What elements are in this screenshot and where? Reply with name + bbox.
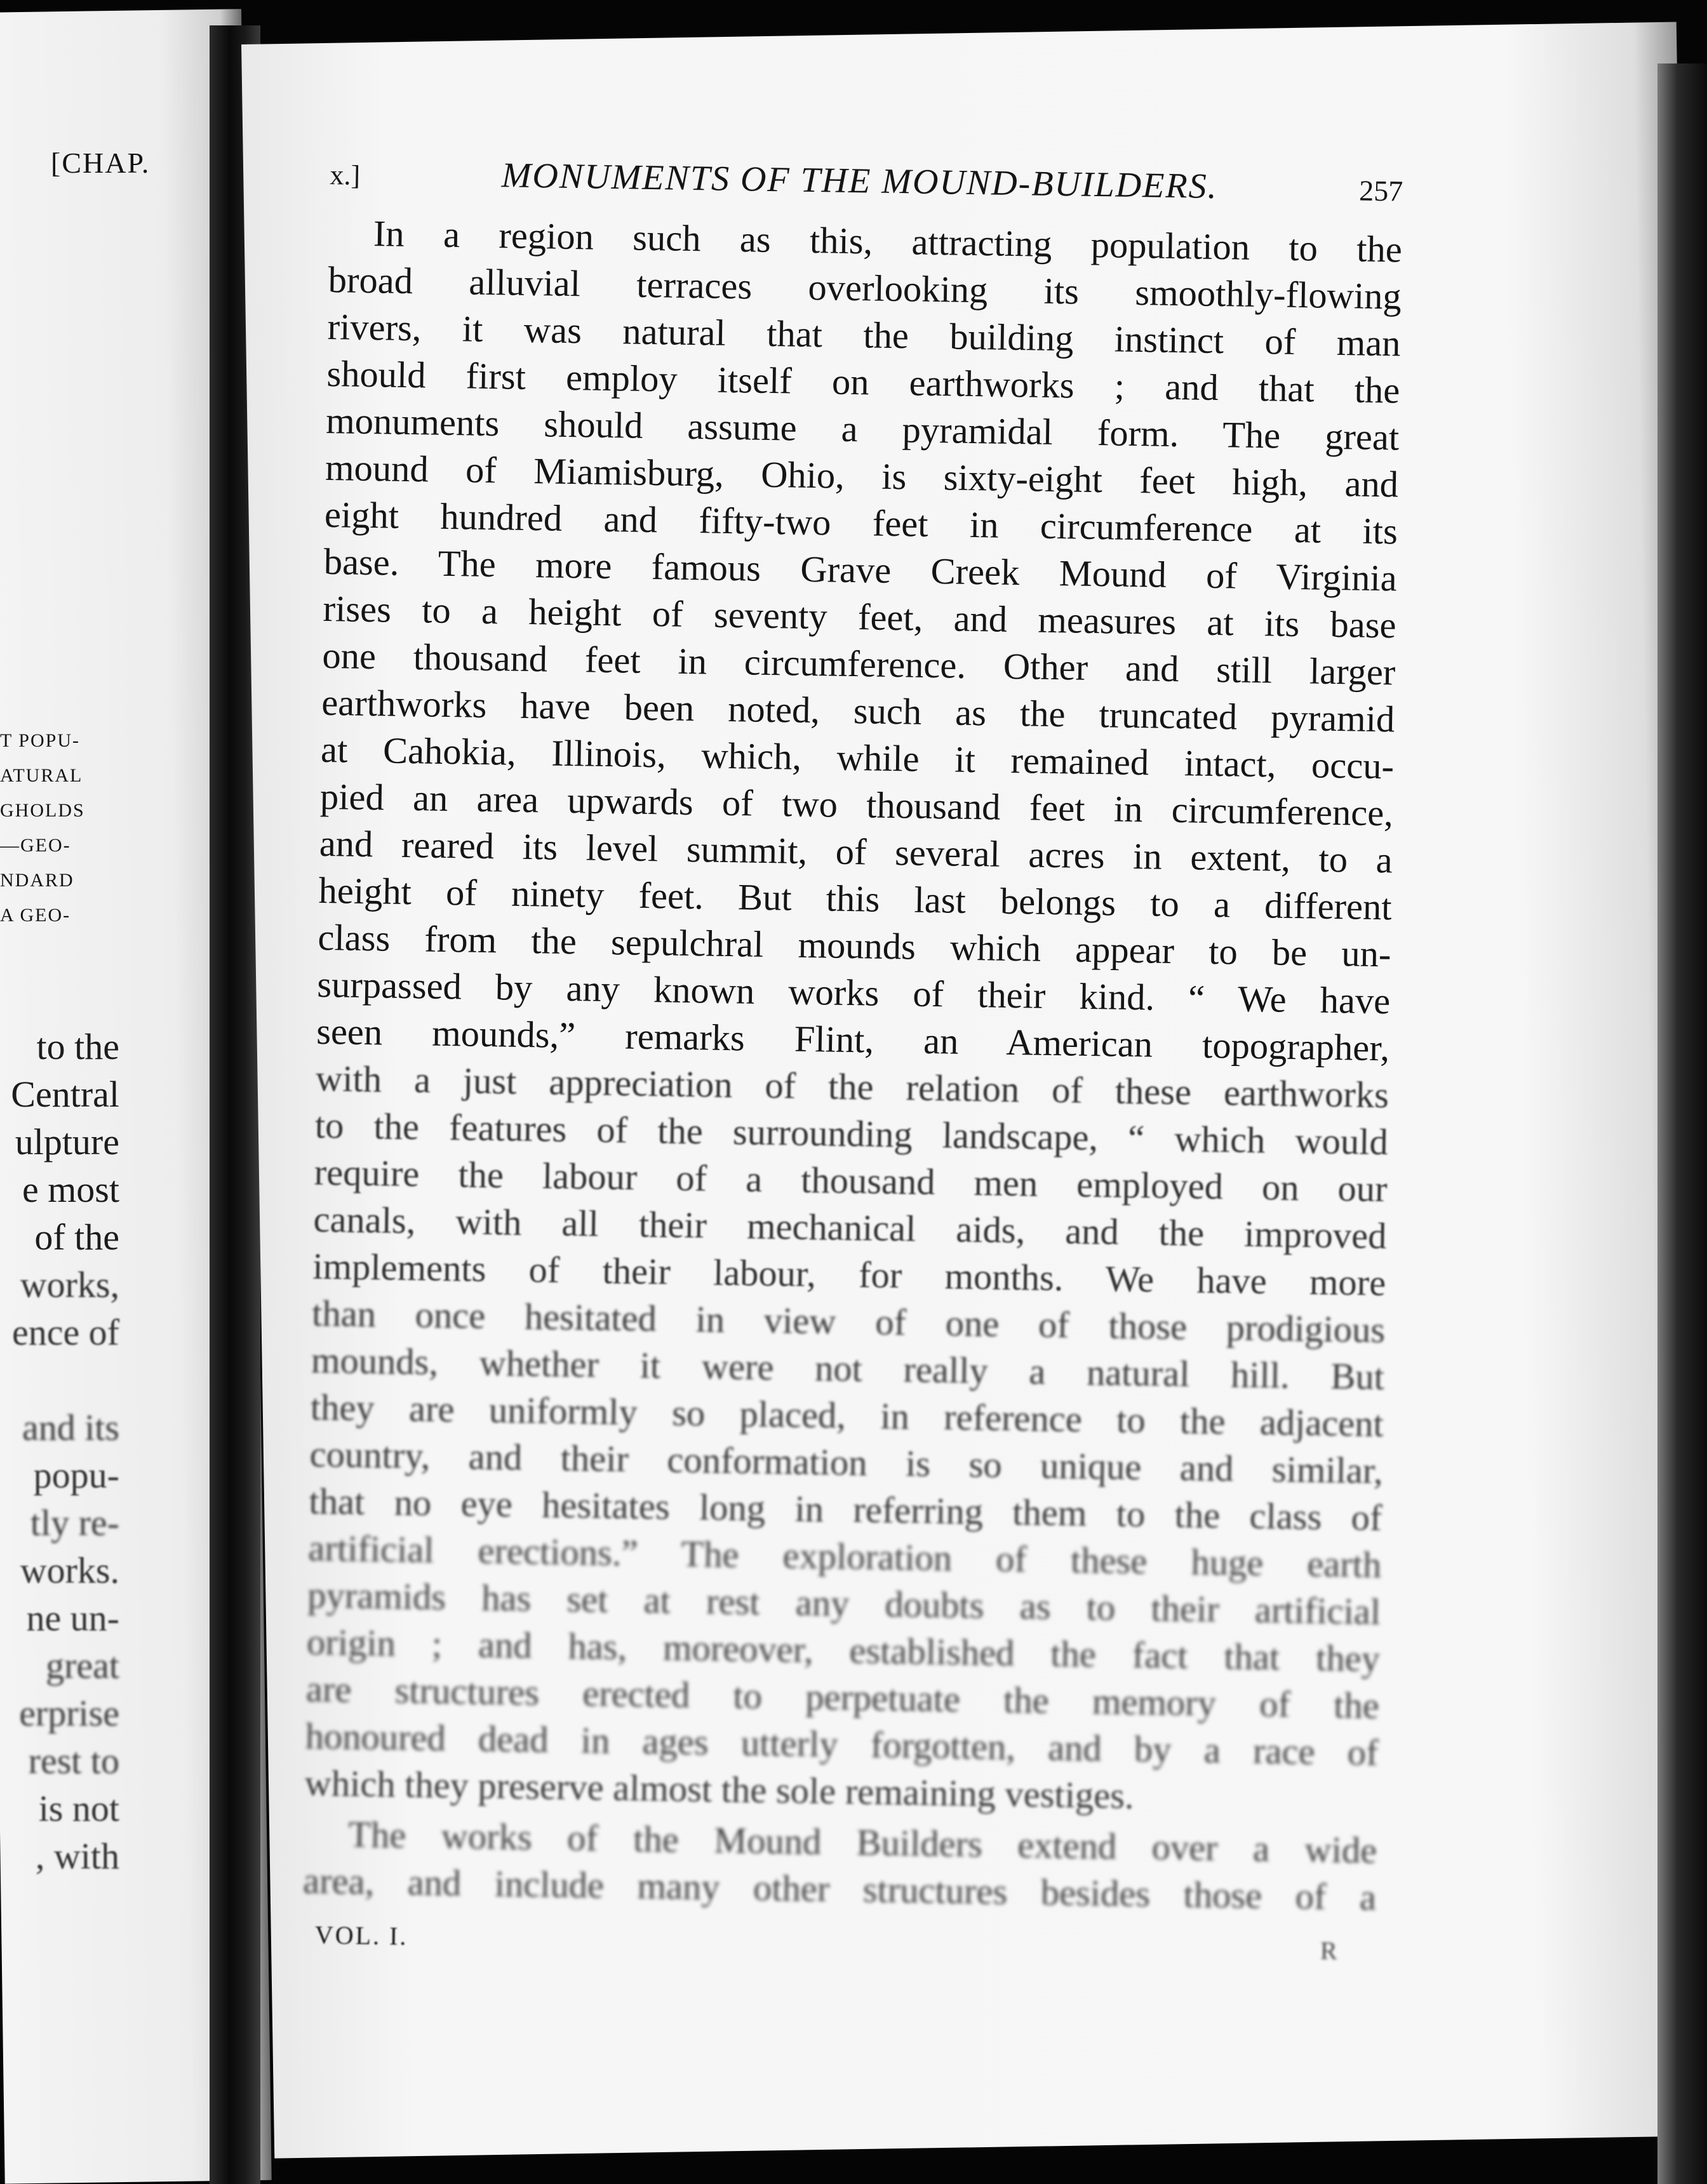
text-line: origin ; and has, moreover, established the fact that they <box>306 1621 1381 1680</box>
text-line: they are uniformly so placed, in reference to the adjacent <box>310 1386 1384 1445</box>
left-body-fragment: and its <box>22 1407 119 1448</box>
running-title: MONUMENTS OF THE MOUND-BUILDERS. <box>501 156 1219 206</box>
left-body-fragment: Central <box>11 1074 119 1115</box>
left-body-fragment: great <box>46 1645 119 1686</box>
text-line: to the features of the surrounding landscape, “ which would <box>314 1104 1389 1163</box>
text-line: that no eye hesitates long in referring them to the class of <box>309 1480 1382 1539</box>
text-line: eight hundred and fifty-two feet in circumference at its <box>324 493 1398 552</box>
text-line: with a just appreciation of the relation of these earthworks <box>315 1057 1389 1116</box>
page-edge-shadow <box>1657 63 1707 2184</box>
left-body-fragment: e most <box>22 1169 119 1210</box>
left-body-fragment: works, <box>20 1264 119 1305</box>
text-line: which they preserve almost the sole remaining vestiges. <box>304 1762 1135 1817</box>
text-line: monuments should assume a pyramidal form. The great <box>325 399 1400 458</box>
text-line: implements of their labour, for months. We have more <box>312 1245 1386 1304</box>
left-running-head: [CHAP. <box>51 147 151 179</box>
text-line: rivers, it was natural that the building instinct of man <box>327 305 1401 364</box>
left-body-fragment: rest to <box>28 1740 119 1781</box>
page-text-block <box>302 152 1403 1966</box>
text-line: mounds, whether it were not really a natural hill. But <box>311 1339 1385 1398</box>
left-side-note-line: NDARD <box>0 870 74 891</box>
text-line: mound of Miamisburg, Ohio, is sixty-eight feet high, and <box>325 446 1399 505</box>
left-body-fragment: to the <box>36 1026 119 1067</box>
text-line: at Cahokia, Illinois, which, while it remained intact, occu- <box>320 728 1395 787</box>
left-body-fragment: is not <box>38 1788 119 1829</box>
text-line: height of ninety feet. But this last belongs to a different <box>318 869 1393 928</box>
text-line: In a region such as this, attracting population to the <box>373 213 1403 270</box>
text-line: than once hesitated in view of one of those prodigious <box>311 1292 1386 1351</box>
left-side-note-line: —GEO- <box>0 835 71 856</box>
text-line: surpassed by any known works of their kind. “ We have <box>316 963 1391 1022</box>
paragraph-1 <box>304 210 1402 1823</box>
left-body-fragment: ence of <box>11 1312 119 1353</box>
text-line: country, and their conformation is so unique and similar, <box>309 1433 1384 1492</box>
left-body-fragment: , with <box>35 1835 119 1877</box>
text-line: seen mounds,” remarks Flint, an American topographer, <box>316 1010 1390 1069</box>
chapter-marker: x.] <box>330 159 361 191</box>
text-line: area, and include many other structures besides those of a <box>302 1860 1377 1919</box>
left-body-fragment: ne un- <box>26 1597 119 1639</box>
text-line: should first employ itself on earthworks ; and that the <box>326 352 1400 411</box>
text-line: class from the sepulchral mounds which appear to be un- <box>318 916 1391 975</box>
left-body-fragment: ulpture <box>15 1121 119 1162</box>
paragraph-2 <box>303 1811 1377 1922</box>
text-line: artificial erections.” The exploration of these huge earth <box>307 1527 1382 1586</box>
left-body-fragment: popu- <box>33 1455 119 1496</box>
text-line: pied an area upwards of two thousand feet in circumference, <box>319 775 1394 834</box>
page-number: 257 <box>1358 174 1403 208</box>
left-side-note-line: GHOLDS <box>0 800 85 821</box>
left-side-note-line: A GEO- <box>0 905 71 926</box>
text-line: and reared its level summit, of several acres in extent, to a <box>319 822 1393 881</box>
text-line: pyramids has set at rest any doubts as to their artificial <box>307 1574 1381 1633</box>
left-side-note-line: T POPU- <box>0 730 80 751</box>
signature-mark: R <box>1320 1936 1338 1966</box>
text-line: broad alluvial terraces overlooking its smoothly-flowing <box>328 258 1402 317</box>
left-side-note-line: ATURAL <box>0 765 83 786</box>
text-line: one thousand feet in circumference. Other and still larger <box>322 634 1396 693</box>
left-body-fragment: of the <box>34 1216 119 1258</box>
text-line: The works of the Mound Builders extend over a wide <box>347 1813 1377 1872</box>
volume-mark: VOL. I. <box>314 1920 408 1951</box>
left-body-fragment: tly re- <box>30 1502 119 1543</box>
text-line: require the labour of a thousand men employed on our <box>314 1151 1388 1210</box>
text-line: honoured dead in ages utterly forgotten, and by a race of <box>305 1715 1379 1774</box>
text-line: base. The more famous Grave Creek Mound of Virginia <box>323 540 1398 599</box>
text-line: are structures erected to perpetuate the memory of the <box>305 1668 1380 1727</box>
left-body-fragment: works. <box>20 1550 119 1591</box>
text-line: rises to a height of seventy feet, and measures at its base <box>323 587 1397 646</box>
text-line: canals, with all their mechanical aids, and the improved <box>313 1198 1387 1257</box>
text-line: earthworks have been noted, such as the truncated pyramid <box>321 681 1395 740</box>
left-body-fragment: erprise <box>19 1693 119 1734</box>
